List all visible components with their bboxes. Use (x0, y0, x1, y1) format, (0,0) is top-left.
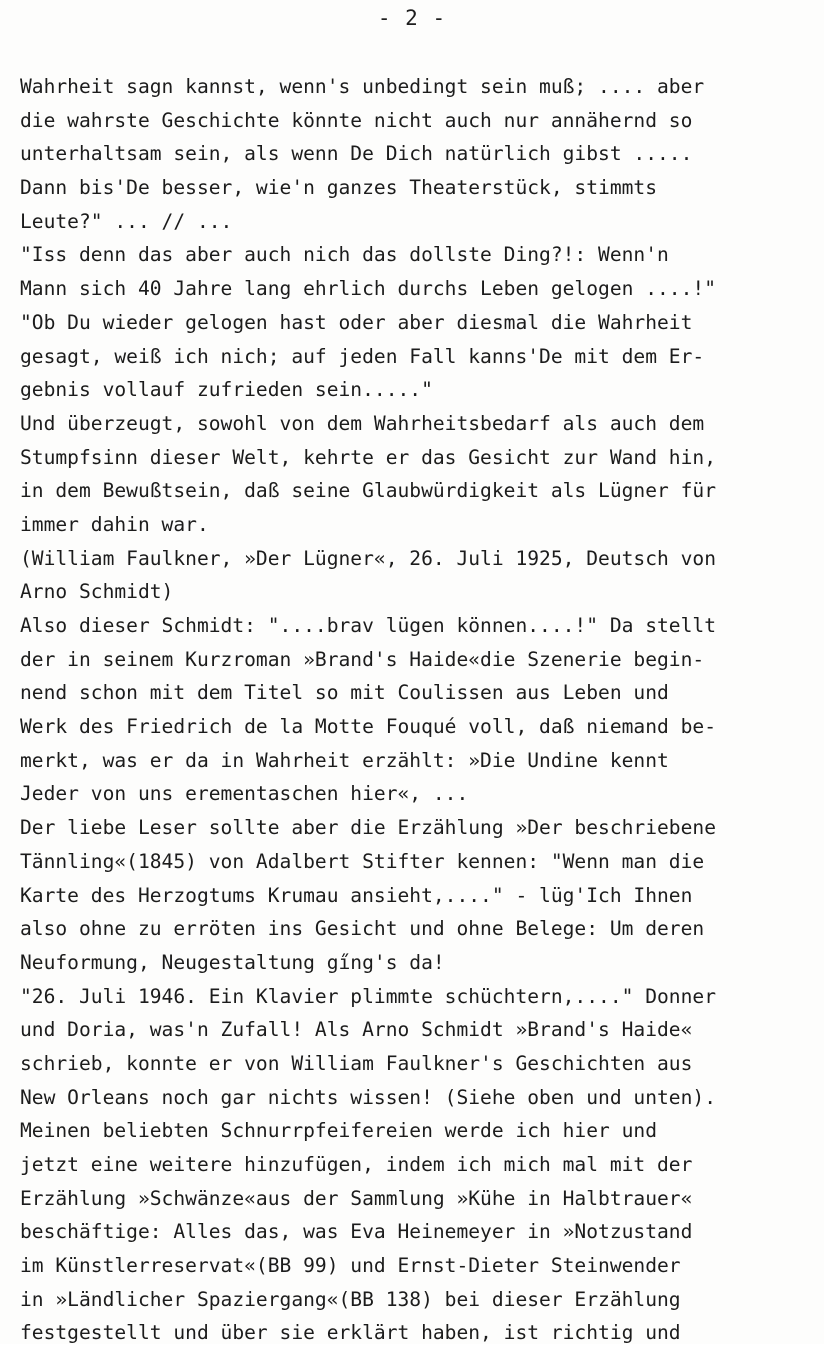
text-line: "26. Juli 1946. Ein Klavier plimmte schüchtern,...." Donner (20, 984, 716, 1008)
text-line: (William Faulkner, »Der Lügner«, 26. Juli 1925, Deutsch von (20, 546, 716, 570)
text-line: Tännling«(1845) von Adalbert Stifter kennen: "Wenn man die (20, 849, 705, 873)
text-line: "Iss denn das aber auch nich das dollste Ding?!: Wenn'n (20, 243, 669, 267)
text-line: in »Ländlicher Spaziergang«(BB 138) bei dieser Erzählung (20, 1287, 681, 1311)
text-line: schrieb, konnte er von William Faulkner's Geschichten aus (20, 1051, 693, 1075)
text-line: Leute?" ... // ... (20, 209, 233, 233)
text-line: unterhaltsam sein, als wenn De Dich natürlich gibst ..... (20, 142, 693, 166)
text-line: Und überzeugt, sowohl von dem Wahrheitsbedarf als auch dem (20, 411, 705, 435)
text-line: Wahrheit sagn kannst, wenn's unbedingt sein muß; .... aber (20, 75, 705, 98)
text-line: die wahrste Geschichte könnte nicht auch nur annähernd so (20, 108, 693, 132)
body-text (20, 70, 820, 1350)
text-line: nend schon mit dem Titel so mit Coulissen aus Leben und (20, 681, 669, 705)
text-line: Der liebe Leser sollte aber die Erzählung »Der beschriebene (20, 816, 716, 840)
text-line: New Orleans noch gar nichts wissen! (Siehe oben und unten). (20, 1085, 716, 1109)
text-line: Karte des Herzogtums Krumau ansieht,...." - lüg'Ich Ihnen (20, 883, 693, 907)
text-line: "Ob Du wieder gelogen hast oder aber diesmal die Wahrheit (20, 310, 693, 334)
text-line: in dem Bewußtsein, daß seine Glaubwürdigkeit als Lügner für (20, 479, 716, 503)
text-line: jetzt eine weitere hinzufügen, indem ich mich mal mit der (20, 1153, 693, 1176)
text-line: Stumpfsinn dieser Welt, kehrte er das Gesicht zur Wand hin, (20, 445, 716, 469)
text-line: Jeder von uns erementaschen hier«, ... (20, 782, 469, 806)
text-line: der in seinem Kurzroman »Brand's Haide«die Szenerie begin- (20, 647, 705, 671)
text-line: Meinen beliebten Schnurrpfeifereien werde ich hier und (20, 1119, 658, 1143)
text-line: gebnis vollauf zufrieden sein....." (20, 378, 433, 402)
text-line: im Künstlerreservat«(BB 99) und Ernst-Dieter Steinwender (20, 1254, 681, 1278)
text-line: Erzählung »Schwänze«aus der Sammlung »Kühe in Halbtrauer« (20, 1186, 693, 1210)
text-line: Werk des Friedrich de la Motte Fouqué voll, daß niemand be- (20, 715, 716, 739)
text-line: gesagt, weiß ich nich; auf jeden Fall kanns'De mit dem Er- (20, 344, 705, 368)
text-line: Neuformung, Neugestaltung gi̋ng's da! (20, 950, 445, 974)
text-line: Dann bis'De besser, wie'n ganzes Theaterstück, stimmts (20, 176, 658, 200)
text-line: Mann sich 40 Jahre lang ehrlich durchs Leben gelogen ....!" (20, 277, 716, 301)
page-number: - 2 - (377, 6, 447, 30)
text-line: immer dahin war. (20, 512, 209, 536)
text-line: beschäftige: Alles das, was Eva Heinemeyer in »Notzustand (20, 1220, 693, 1244)
text-line: Arno Schmidt) (20, 580, 174, 604)
text-line: festgestellt und über sie erklärt haben, ist richtig und (20, 1321, 681, 1345)
text-line: also ohne zu erröten ins Gesicht und ohne Belege: Um deren (20, 917, 705, 941)
text-line: merkt, was er da in Wahrheit erzählt: »Die Undine kennt (20, 748, 669, 772)
text-line: Also dieser Schmidt: "....brav lügen können....!" Da stellt (20, 614, 716, 637)
text-line: und Doria, was'n Zufall! Als Arno Schmidt »Brand's Haide« (20, 1018, 693, 1042)
